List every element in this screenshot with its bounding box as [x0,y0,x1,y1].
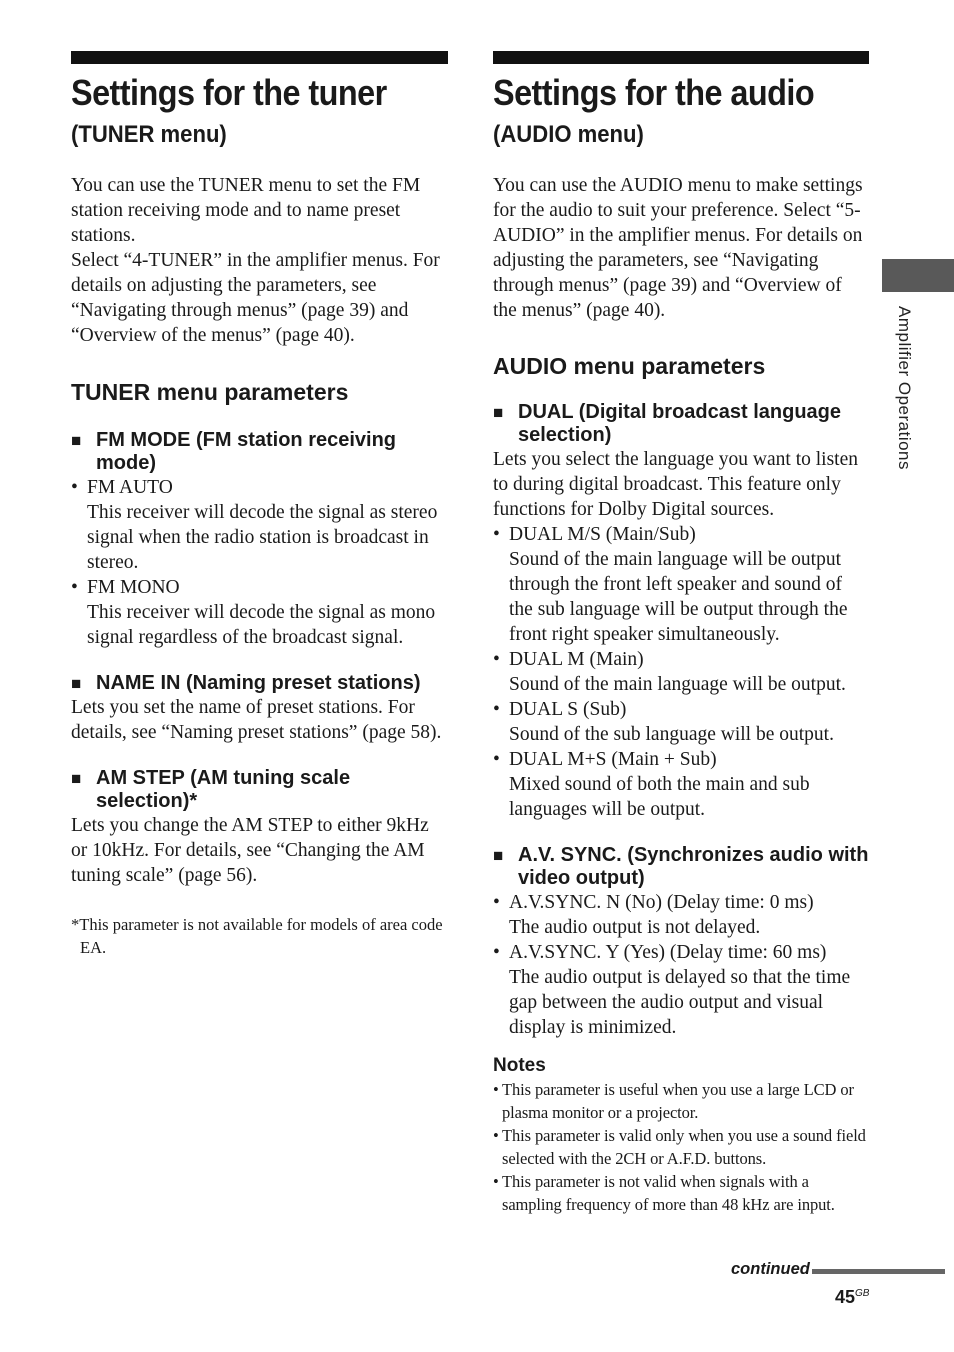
list-item [71,575,448,650]
list-item [71,475,448,575]
list-item [493,1124,869,1170]
list-item [493,647,869,697]
param-body: Lets you change the AM STEP to either 9kHz or 10kHz. For details, see “Changing the AM tuning scale” (page 56). [71,815,429,886]
param-am-step [71,767,448,888]
footnote: *This parameter is not available for models of area code EA. [71,915,443,957]
param-heading [493,401,869,447]
option-description: The audio output is delayed so that the time gap between the audio output and visual display is minimized. [509,967,851,1038]
option-list [493,890,869,1040]
tuner-column [71,51,448,959]
page-number-suffix: GB [855,1288,870,1299]
param-av-sync [493,844,869,1040]
option-description: Mixed sound of both the main and sub languages will be output. [509,774,810,820]
option-label: FM AUTO [87,477,173,498]
option-description: This receiver will decode the signal as mono signal regardless of the broadcast signal. [87,602,436,648]
continued-text: continued [731,1260,810,1278]
list-item [493,747,869,822]
bullet-icon: • [493,1080,499,1099]
option-label: DUAL M (Main) [509,649,644,670]
param-fm-mode [71,429,448,650]
param-heading [71,767,448,813]
intro-paragraph: You can use the TUNER menu to set the FM station receiving mode and to name preset stations. [71,175,421,246]
list-item [493,522,869,647]
option-list [493,522,869,822]
continued-rule [812,1269,945,1274]
page-number-value: 45 [835,1287,856,1307]
section-heading-audio-params: AUDIO menu parameters [493,353,766,379]
bullet-icon: • [493,892,500,913]
square-bullet-icon: ■ [71,674,82,693]
note-text: This parameter is useful when you use a large LCD or plasma monitor or a projector. [502,1080,854,1122]
list-item [493,1170,869,1216]
note-text: This parameter is valid only when you use a sound field selected with the 2CH or A.F.D. buttons. [502,1126,866,1168]
option-description: This receiver will decode the signal as stereo signal when the radio station is broadcast in stereo. [87,502,438,573]
list-item [493,890,869,940]
bullet-icon: • [493,649,500,670]
option-label: DUAL S (Sub) [509,699,627,720]
option-description: Sound of the main language will be output through the front left speaker and sound of the sub language will be output through the front right speaker simultaneously. [509,549,848,645]
param-heading-text: NAME IN (Naming preset stations) [96,672,421,694]
bullet-icon: • [493,942,500,963]
param-body: Lets you set the name of preset stations. For details, see “Naming preset stations” (page 58). [71,697,442,743]
bullet-icon: • [493,1172,499,1191]
chapter-tab-marker [882,259,954,292]
continued-indicator [731,1259,945,1279]
intro-paragraph: You can use the AUDIO menu to make settings for the audio to suit your preference. Select “5-AUDIO” in the amplifier menus. For details on adjusting the parameters, see “Navigating through menus” (page 39) and “Overview of the menus” (page 40). [493,175,863,321]
bullet-icon: • [493,1126,499,1145]
param-dual [493,401,869,822]
param-heading [71,672,448,695]
option-description: Sound of the sub language will be output. [509,724,834,745]
bullet-icon: • [493,749,500,770]
square-bullet-icon: ■ [493,403,504,422]
intro-paragraph: Select “4-TUNER” in the amplifier menus. For details on adjusting the parameters, see “Navigating through menus” (page 39) and “Overview of the menus” (page 40). [71,250,440,346]
param-heading [493,844,869,890]
list-item [493,1078,869,1124]
note-text: This parameter is not valid when signals with a sampling frequency of more than 48 kHz are input. [502,1172,835,1214]
page-subtitle-audio: (AUDIO menu) [493,121,644,148]
title-rule [493,51,869,64]
bullet-icon: • [71,577,78,598]
option-description: Sound of the main language will be output. [509,674,846,695]
page-subtitle-tuner: (TUNER menu) [71,121,227,148]
list-item [493,697,869,747]
param-name-in [71,672,448,745]
option-list [71,475,448,650]
param-heading [71,429,448,475]
param-body: Lets you select the language you want to listen to during digital broadcast. This feature only functions for Dolby Digital sources. [493,449,858,520]
option-label: FM MONO [87,577,180,598]
page-title-tuner: Settings for the tuner [71,72,387,113]
param-heading-text: AM STEP (AM tuning scale selection)* [96,767,351,812]
square-bullet-icon: ■ [71,431,82,450]
page-number [835,1283,869,1308]
param-heading-text: FM MODE (FM station receiving mode) [96,429,397,474]
audio-column [493,51,869,1216]
option-label: A.V.SYNC. Y (Yes) (Delay time: 60 ms) [509,942,827,963]
square-bullet-icon: ■ [493,846,504,865]
list-item [493,940,869,1040]
param-heading-text: DUAL (Digital broadcast language selection) [518,401,842,446]
option-label: A.V.SYNC. N (No) (Delay time: 0 ms) [509,892,814,913]
bullet-icon: • [71,477,78,498]
bullet-icon: • [493,699,500,720]
option-description: The audio output is not delayed. [509,917,761,938]
section-heading-tuner-params: TUNER menu parameters [71,379,349,405]
square-bullet-icon: ■ [71,769,82,788]
option-label: DUAL M+S (Main + Sub) [509,749,717,770]
notes-heading: Notes [493,1055,546,1076]
page-title-audio: Settings for the audio [493,72,815,113]
chapter-tab-label: Amplifier Operations [895,306,914,471]
bullet-icon: • [493,524,500,545]
option-label: DUAL M/S (Main/Sub) [509,524,696,545]
title-rule [71,51,448,64]
notes-list [493,1078,869,1216]
param-heading-text: A.V. SYNC. (Synchronizes audio with video output) [518,844,869,889]
